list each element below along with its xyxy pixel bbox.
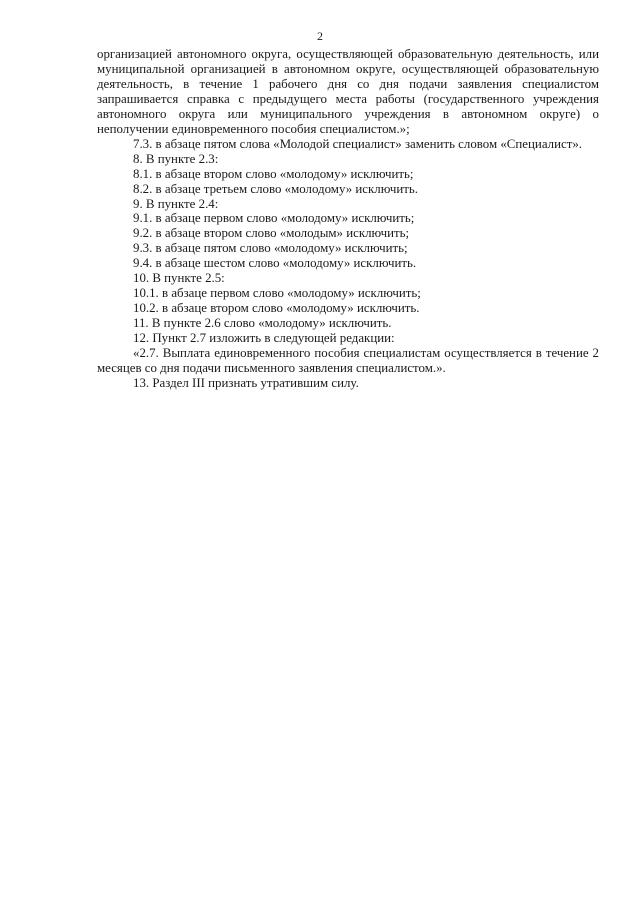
amendment-item-8-2: 8.2. в абзаце третьем слово «молодому» исключить. (133, 181, 418, 196)
amendment-item-10-2: 10.2. в абзаце втором слово «молодому» исключить. (133, 301, 420, 316)
document-body (97, 47, 599, 391)
amendment-paragraph-7-3: 7.3. в абзаце пятом слова «Молодой специалист» заменить словом «Специалист». (133, 136, 583, 151)
page-number: 2 (317, 29, 323, 43)
amendment-item-8: 8. В пункте 2.3: (133, 151, 219, 166)
amendment-item-9-1: 9.1. в абзаце первом слово «молодому» исключить; (133, 211, 415, 226)
amendment-item-9-4: 9.4. в абзаце шестом слово «молодому» исключить. (133, 256, 417, 271)
amendment-item-9: 9. В пункте 2.4: (133, 196, 219, 211)
amendment-item-9-2: 9.2. в абзаце втором слово «молодым» исключить; (133, 226, 410, 241)
amendment-item-8-1: 8.1. в абзаце втором слово «молодому» исключить; (133, 166, 414, 181)
amendment-item-10: 10. В пункте 2.5: (133, 271, 225, 286)
amendment-item-10-1: 10.1. в абзаце первом слово «молодому» исключить; (133, 286, 421, 301)
amendment-item-13: 13. Раздел III признать утратившим силу. (133, 375, 359, 390)
amendment-item-12: 12. Пункт 2.7 изложить в следующей редакции: (133, 331, 395, 346)
amendment-item-11: 11. В пункте 2.6 слово «молодому» исключить. (133, 316, 392, 331)
continuation-paragraph: организацией автономного округа, осуществляющей образовательную деятельность, или муниципальной организацией в автономном округе, осуществляющей образовательную деятельность, в течение 1 рабочего дня со дня подачи заявления специалистом запрашивается справка с предыдущего места работы (государственного учреждения автономного округа или муниципального учреждения в автономном округе) о неполучении единовременного пособия специалистом.»; (97, 47, 599, 136)
amendment-item-9-3: 9.3. в абзаце пятом слово «молодому» исключить; (133, 241, 408, 256)
amendment-paragraph-2-7: «2.7. Выплата единовременного пособия специалистам осуществляется в течение 2 месяцев со дня подачи письменного заявления специалистом.». (97, 346, 599, 376)
